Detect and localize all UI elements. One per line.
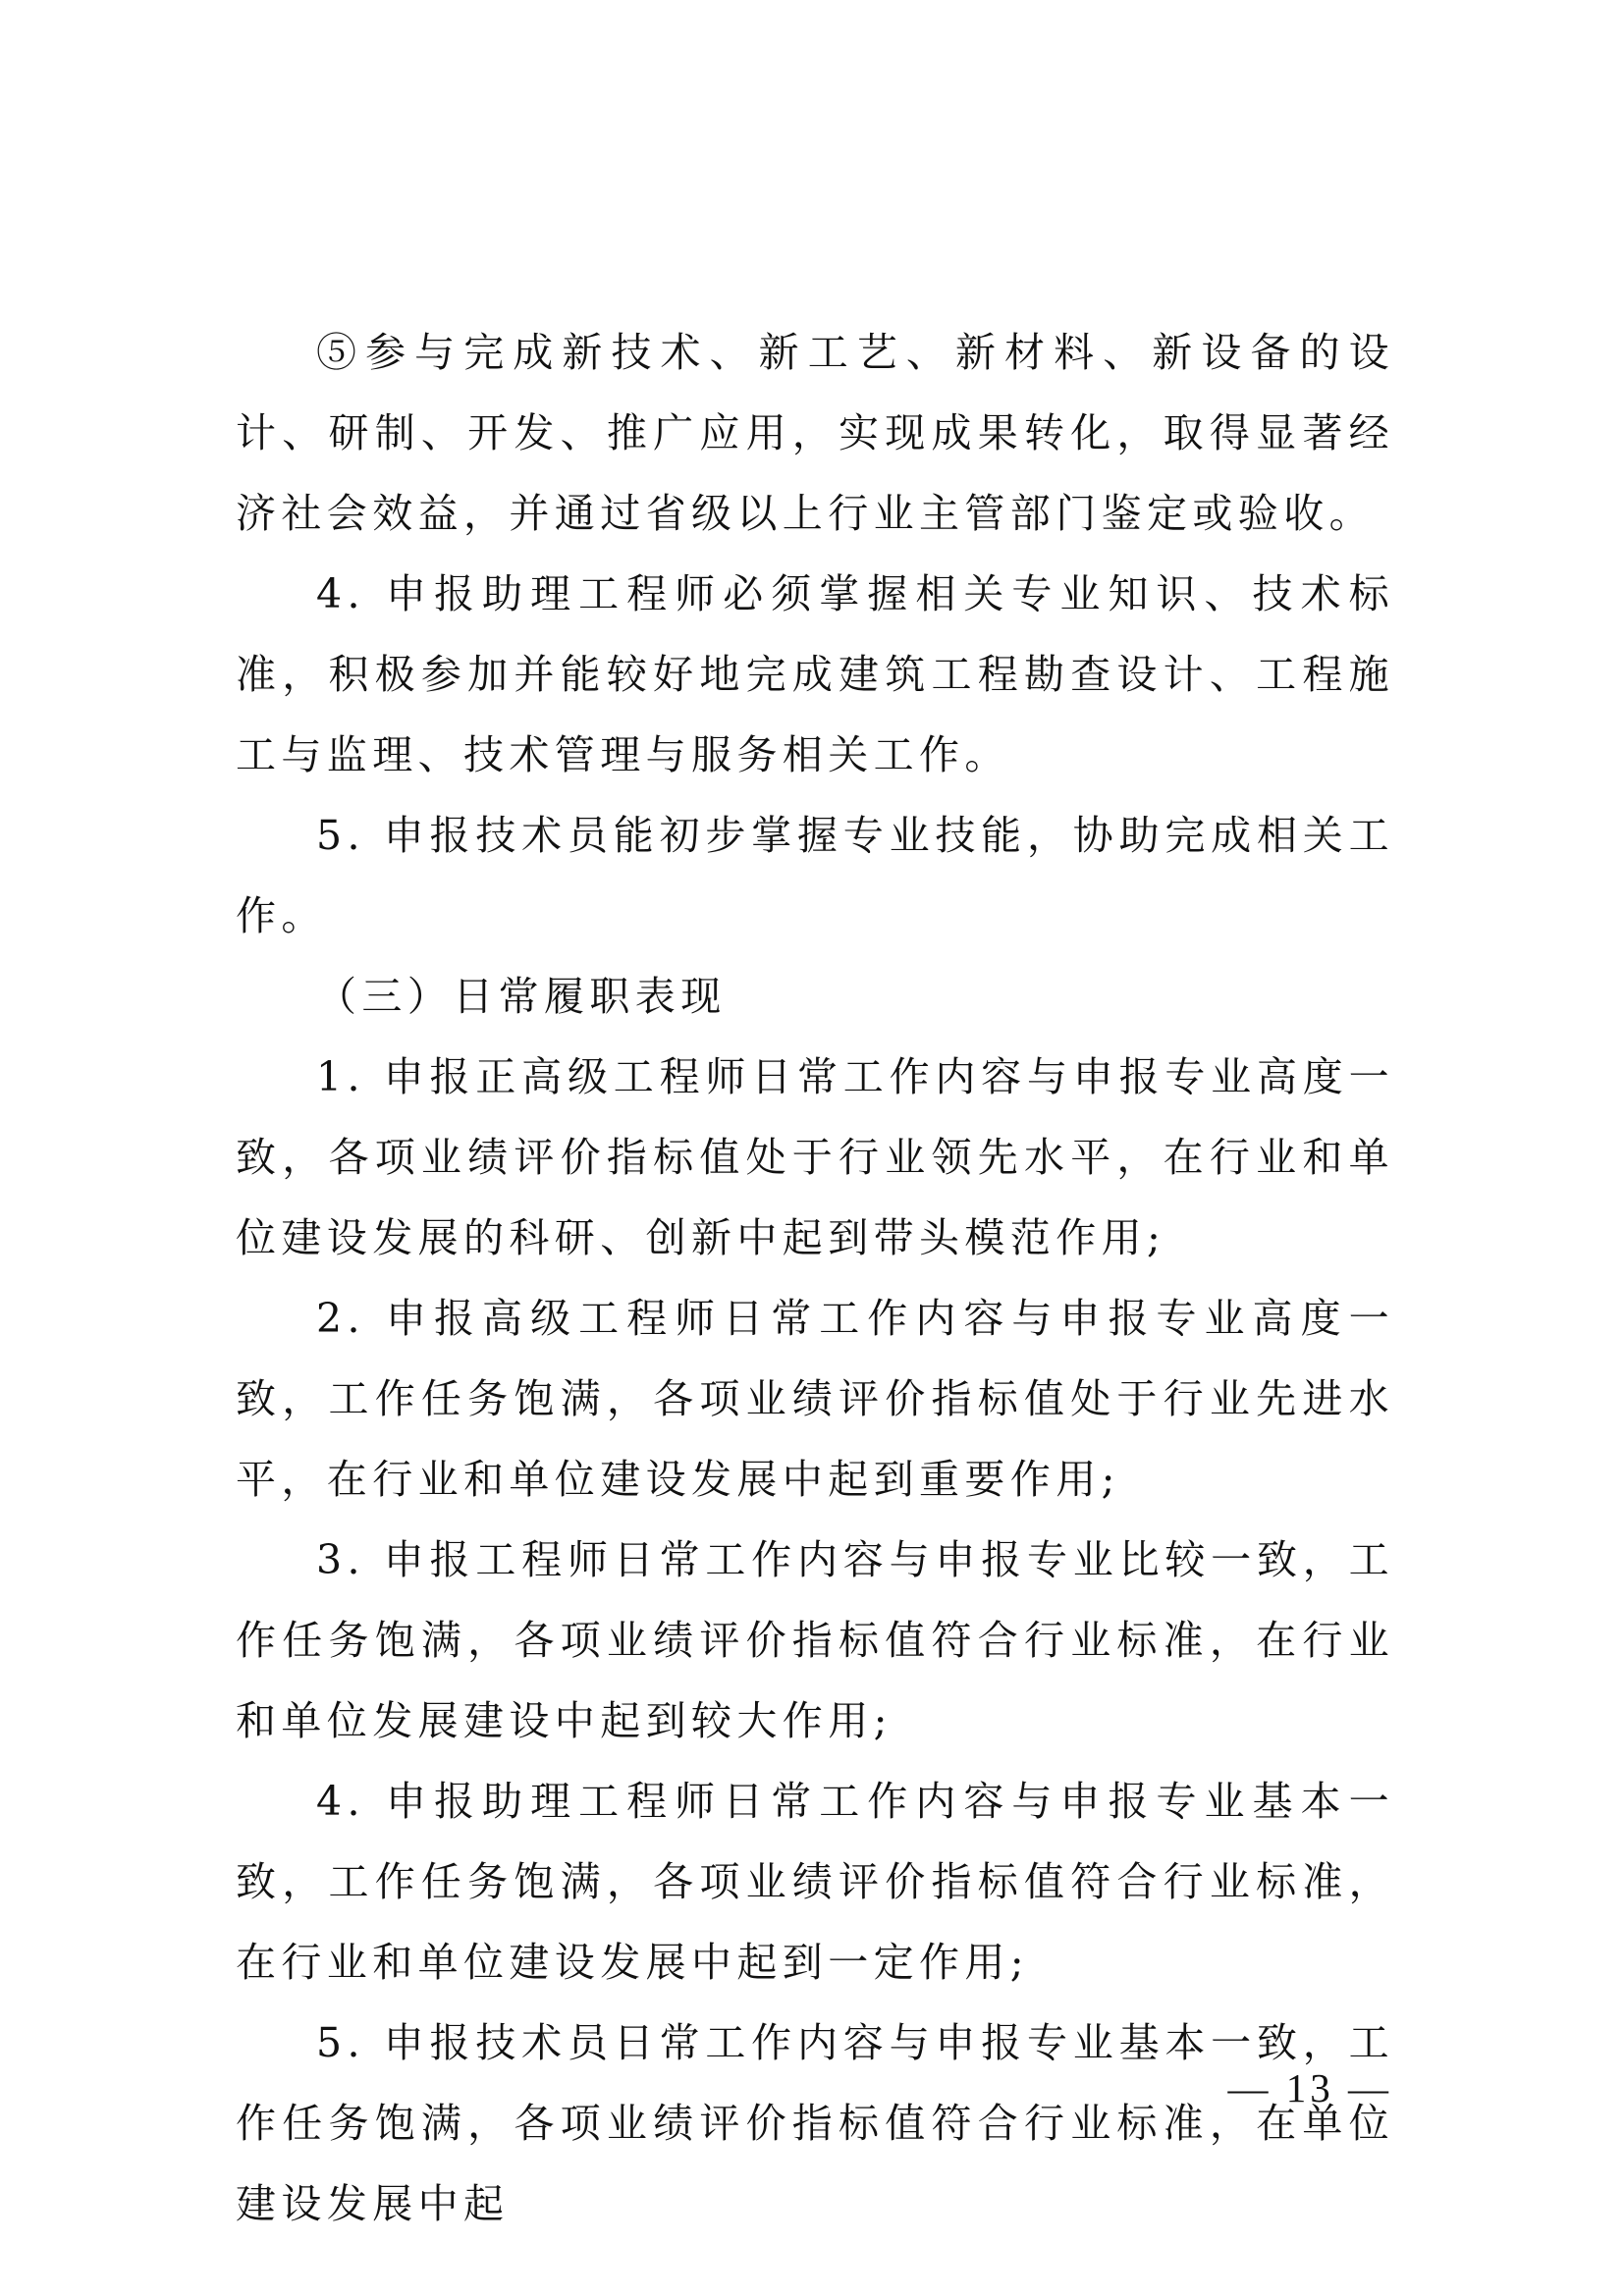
paragraph-assistant-engineer-performance: 4. 申报助理工程师日常工作内容与申报专业基本一致，工作任务饱满，各项业绩评价指标值符合行业标准，在行业和单位建设发展中起到一定作用; <box>236 1778 1394 1986</box>
paragraph-technician-requirement: 5. 申报技术员能初步掌握专业技能，协助完成相关工作。 <box>236 812 1394 939</box>
page-number: — 13 — <box>1227 2065 1392 2110</box>
paragraph-technician-performance: 5. 申报技术员日常工作内容与申报专业基本一致，工作任务饱满，各项业绩评价指标值符合行业标准，在单位建设发展中起 <box>236 2019 1394 2227</box>
paragraph-engineer-performance: 3. 申报工程师日常工作内容与申报专业比较一致，工作任务饱满，各项业绩评价指标值符合行业标准，在行业和单位发展建设中起到较大作用; <box>236 1536 1394 1744</box>
paragraph-assistant-engineer-requirement: 4. 申报助理工程师必须掌握相关专业知识、技术标准，积极参加并能较好地完成建筑工程勘查设计、工程施工与监理、技术管理与服务相关工作。 <box>236 570 1394 778</box>
document-body <box>236 312 1394 2244</box>
paragraph-item-5-innovation: ⑤参与完成新技术、新工艺、新材料、新设备的设计、研制、开发、推广应用，实现成果转化，取得显著经济社会效益，并通过省级以上行业主管部门鉴定或验收。 <box>236 329 1394 537</box>
paragraph-senior-professorate-engineer-performance: 1. 申报正高级工程师日常工作内容与申报专业高度一致，各项业绩评价指标值处于行业领先水平，在行业和单位建设发展的科研、创新中起到带头模范作用; <box>236 1053 1394 1261</box>
section-heading-daily-performance: （三）日常履职表现 <box>316 973 727 1020</box>
paragraph-senior-engineer-performance: 2. 申报高级工程师日常工作内容与申报专业高度一致，工作任务饱满，各项业绩评价指标值处于行业先进水平，在行业和单位建设发展中起到重要作用; <box>236 1295 1394 1503</box>
